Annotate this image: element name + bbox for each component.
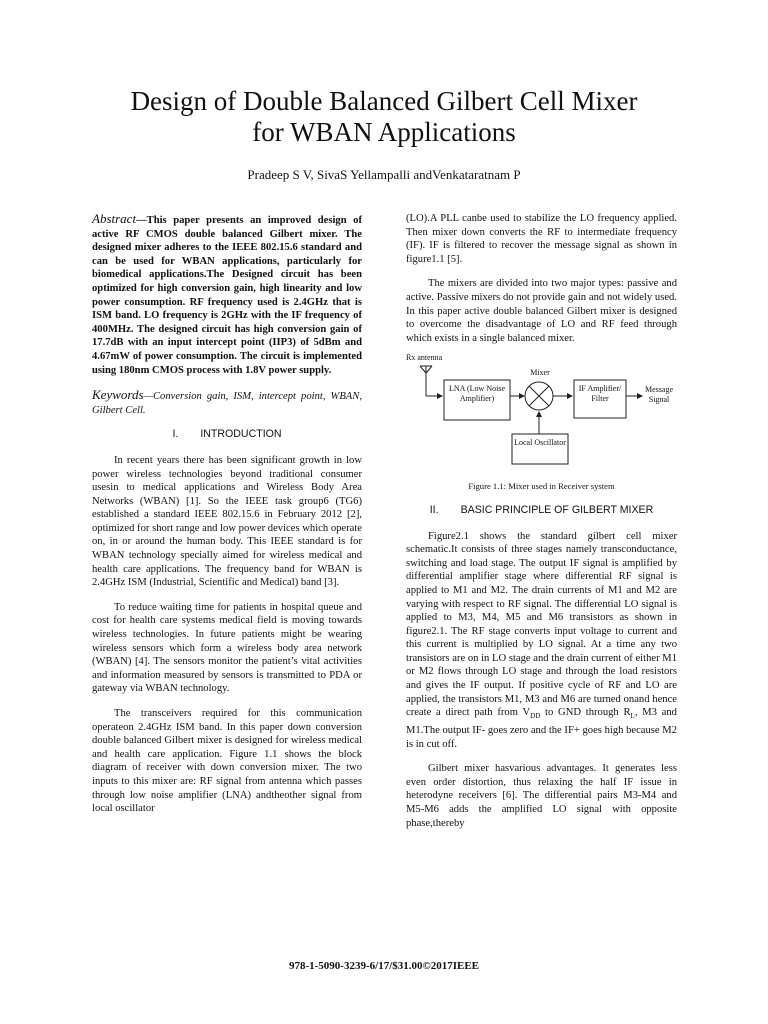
keywords <box>92 388 362 417</box>
keywords-dash: — <box>143 391 153 403</box>
abstract-text: This paper presents an improved design of active RF CMOS double balanced Gilbert mixer. The designed mixer adheres to the IEEE 802.15.6 standard and can be used for WBAN applications, particularly for biomedical applications.The Designed circuit has been optimized for high conversion gain, high linearity and low power consumption. RF frequency used is 2.4GHz that is ISM band. LO frequency is 2GHz with the IF frequency of 400MHz. The designed circuit has high conversion gain of 17.7dB with an input intercept point (IIP3) of 5dBm and 4.67mW of power consumption. The circuit is implemented using 180nm CMOS process with 1.8V power supply. <box>92 215 362 376</box>
title-line-2: for WBAN Applications <box>252 117 516 147</box>
authors: Pradeep S V, SivaS Yellampalli andVenkataratnam P <box>247 167 521 182</box>
paragraph: (LO).A PLL canbe used to stabilize the LO frequency applied. Then mixer down converts the RF to intermediate frequency (IF). IF is filtered to recover the message signal as shown in figure1.1 [5]. <box>406 213 677 265</box>
paragraph: In recent years there has been significant growth in low power wireless technologies beyond traditional consumer usesin to medical applications and Wireless Body Area Networks (WBAN) [1]. So the IEEE task group6 (TG6) established a standard IEEE 802.15.6 in February 2012 [2], optimized for short range and low power devices which operate on, in or around the human body. This IEEE standard is for WBAN technology specially aimed for wireless medical and health care applications. The frequency band for WBAN is 2.4GHz ISM (Industrial, Scientific and Medical) band [3]. <box>92 454 362 589</box>
section-number: I. <box>172 428 179 441</box>
section-heading-introduction <box>92 428 362 442</box>
paragraph <box>406 530 677 752</box>
right-column <box>406 212 677 841</box>
paper-title <box>40 86 728 148</box>
abstract-dash: — <box>136 215 147 226</box>
keywords-text: Conversion gain, ISM, intercept point, WBAN, Gilbert Cell. <box>92 391 362 416</box>
lo-label: Local Oscillator <box>514 438 566 448</box>
mixer-label: Mixer <box>530 368 550 378</box>
mixer-symbol <box>525 382 553 410</box>
antenna-icon <box>420 366 442 396</box>
title-line-1: Design of Double Balanced Gilbert Cell Mixer <box>130 86 638 116</box>
paragraph: Gilbert mixer hasvarious advantages. It generates less even order distortion, thus relaxing the half IF issue in heterodyne receivers [6]. The differential pairs M3-M4 and M5-M6 adds the amplified LO signal with opposite phase,thereby <box>406 763 677 829</box>
figure-caption: Figure 1.1: Mixer used in Receiver system <box>468 481 615 492</box>
paragraph: To reduce waiting time for patients in hospital queue and cost for health care systems medical field is moving towards wireless technologies. In future patients might be wearing wireless sensors which form a wireless body area network (WBAN) [4]. The sensors monitor the patient’s vital activities and information measured by sensors is transmitted to PDA or gateway via WBAN technology. <box>92 601 362 695</box>
section-title: BASIC PRINCIPLE OF GILBERT MIXER <box>460 503 654 516</box>
antenna-label: Rx antenna <box>406 353 443 363</box>
section-number: II. <box>429 503 439 516</box>
paragraph: The mixers are divided into two major types: passive and active. Passive mixers do not provide gain and not widely used. In this paper active double balanced Gilbert mixer is designed to overcome the disadvantage of LO and RF feed through which exists in a single balanced mixer. <box>406 278 677 344</box>
section-title: INTRODUCTION <box>200 428 282 441</box>
abstract-label: Abstract <box>92 211 137 226</box>
output-label: Message Signal <box>645 385 673 405</box>
section-heading-basic-principle <box>406 504 677 518</box>
keywords-label: Keywords <box>92 387 144 403</box>
if-label: IF Amplifier/ Filter <box>578 384 622 404</box>
paragraph-text: to GND through R <box>540 707 631 719</box>
subscript: L <box>630 712 635 721</box>
lna-label: LNA (Low Noise Amplifier) <box>449 384 505 404</box>
paragraph-text: Figure2.1 shows the standard gilbert cell mixer schematic.It consists of three stages namely transconductance, switching and load stage. The output IF signal is amplified by differential amplifier stage where differential RF signal is applied to M1 and M2. The drain currents of M1 and M2 are varying with respect to RF signal. The differential LO signal is applied to M3, M4, M5 and M6 transistors as shown in figure2.1. The RF stage converts input voltage to current and this current is multiplied by LO signal. At a time any two transistors are on in LO stage and the drain current of either M1 or M2 flows through LO stage and through the load resistors and gives the IF output. If positive cycle of RF and LO are applied, the transistors M1, M3 and M6 are turned onand hence create a direct path from V <box>406 530 677 719</box>
receiver-block-diagram <box>406 353 677 474</box>
abstract <box>92 212 362 377</box>
paragraph: The transceivers required for this communication operateon 2.4GHz ISM band. In this paper down conversion double balanced Gilbert mixer is designed for wireless medical and health care application. Figure 1.1 shows the block diagram of receiver with down conversion mixer. The two inputs to this mixer are: RF signal from antenna which passes through low noise amplifier (LNA) andtheother signal from local oscillator <box>92 708 362 815</box>
page-footer: 978-1-5090-3239-6/17/$31.00©2017IEEE <box>288 960 480 972</box>
left-column <box>92 212 362 827</box>
paragraph-text: , M3 and M1.The output IF- goes zero and the IF+ goes high because M2 is in cut off. <box>406 707 677 750</box>
subscript: DD <box>530 712 541 721</box>
